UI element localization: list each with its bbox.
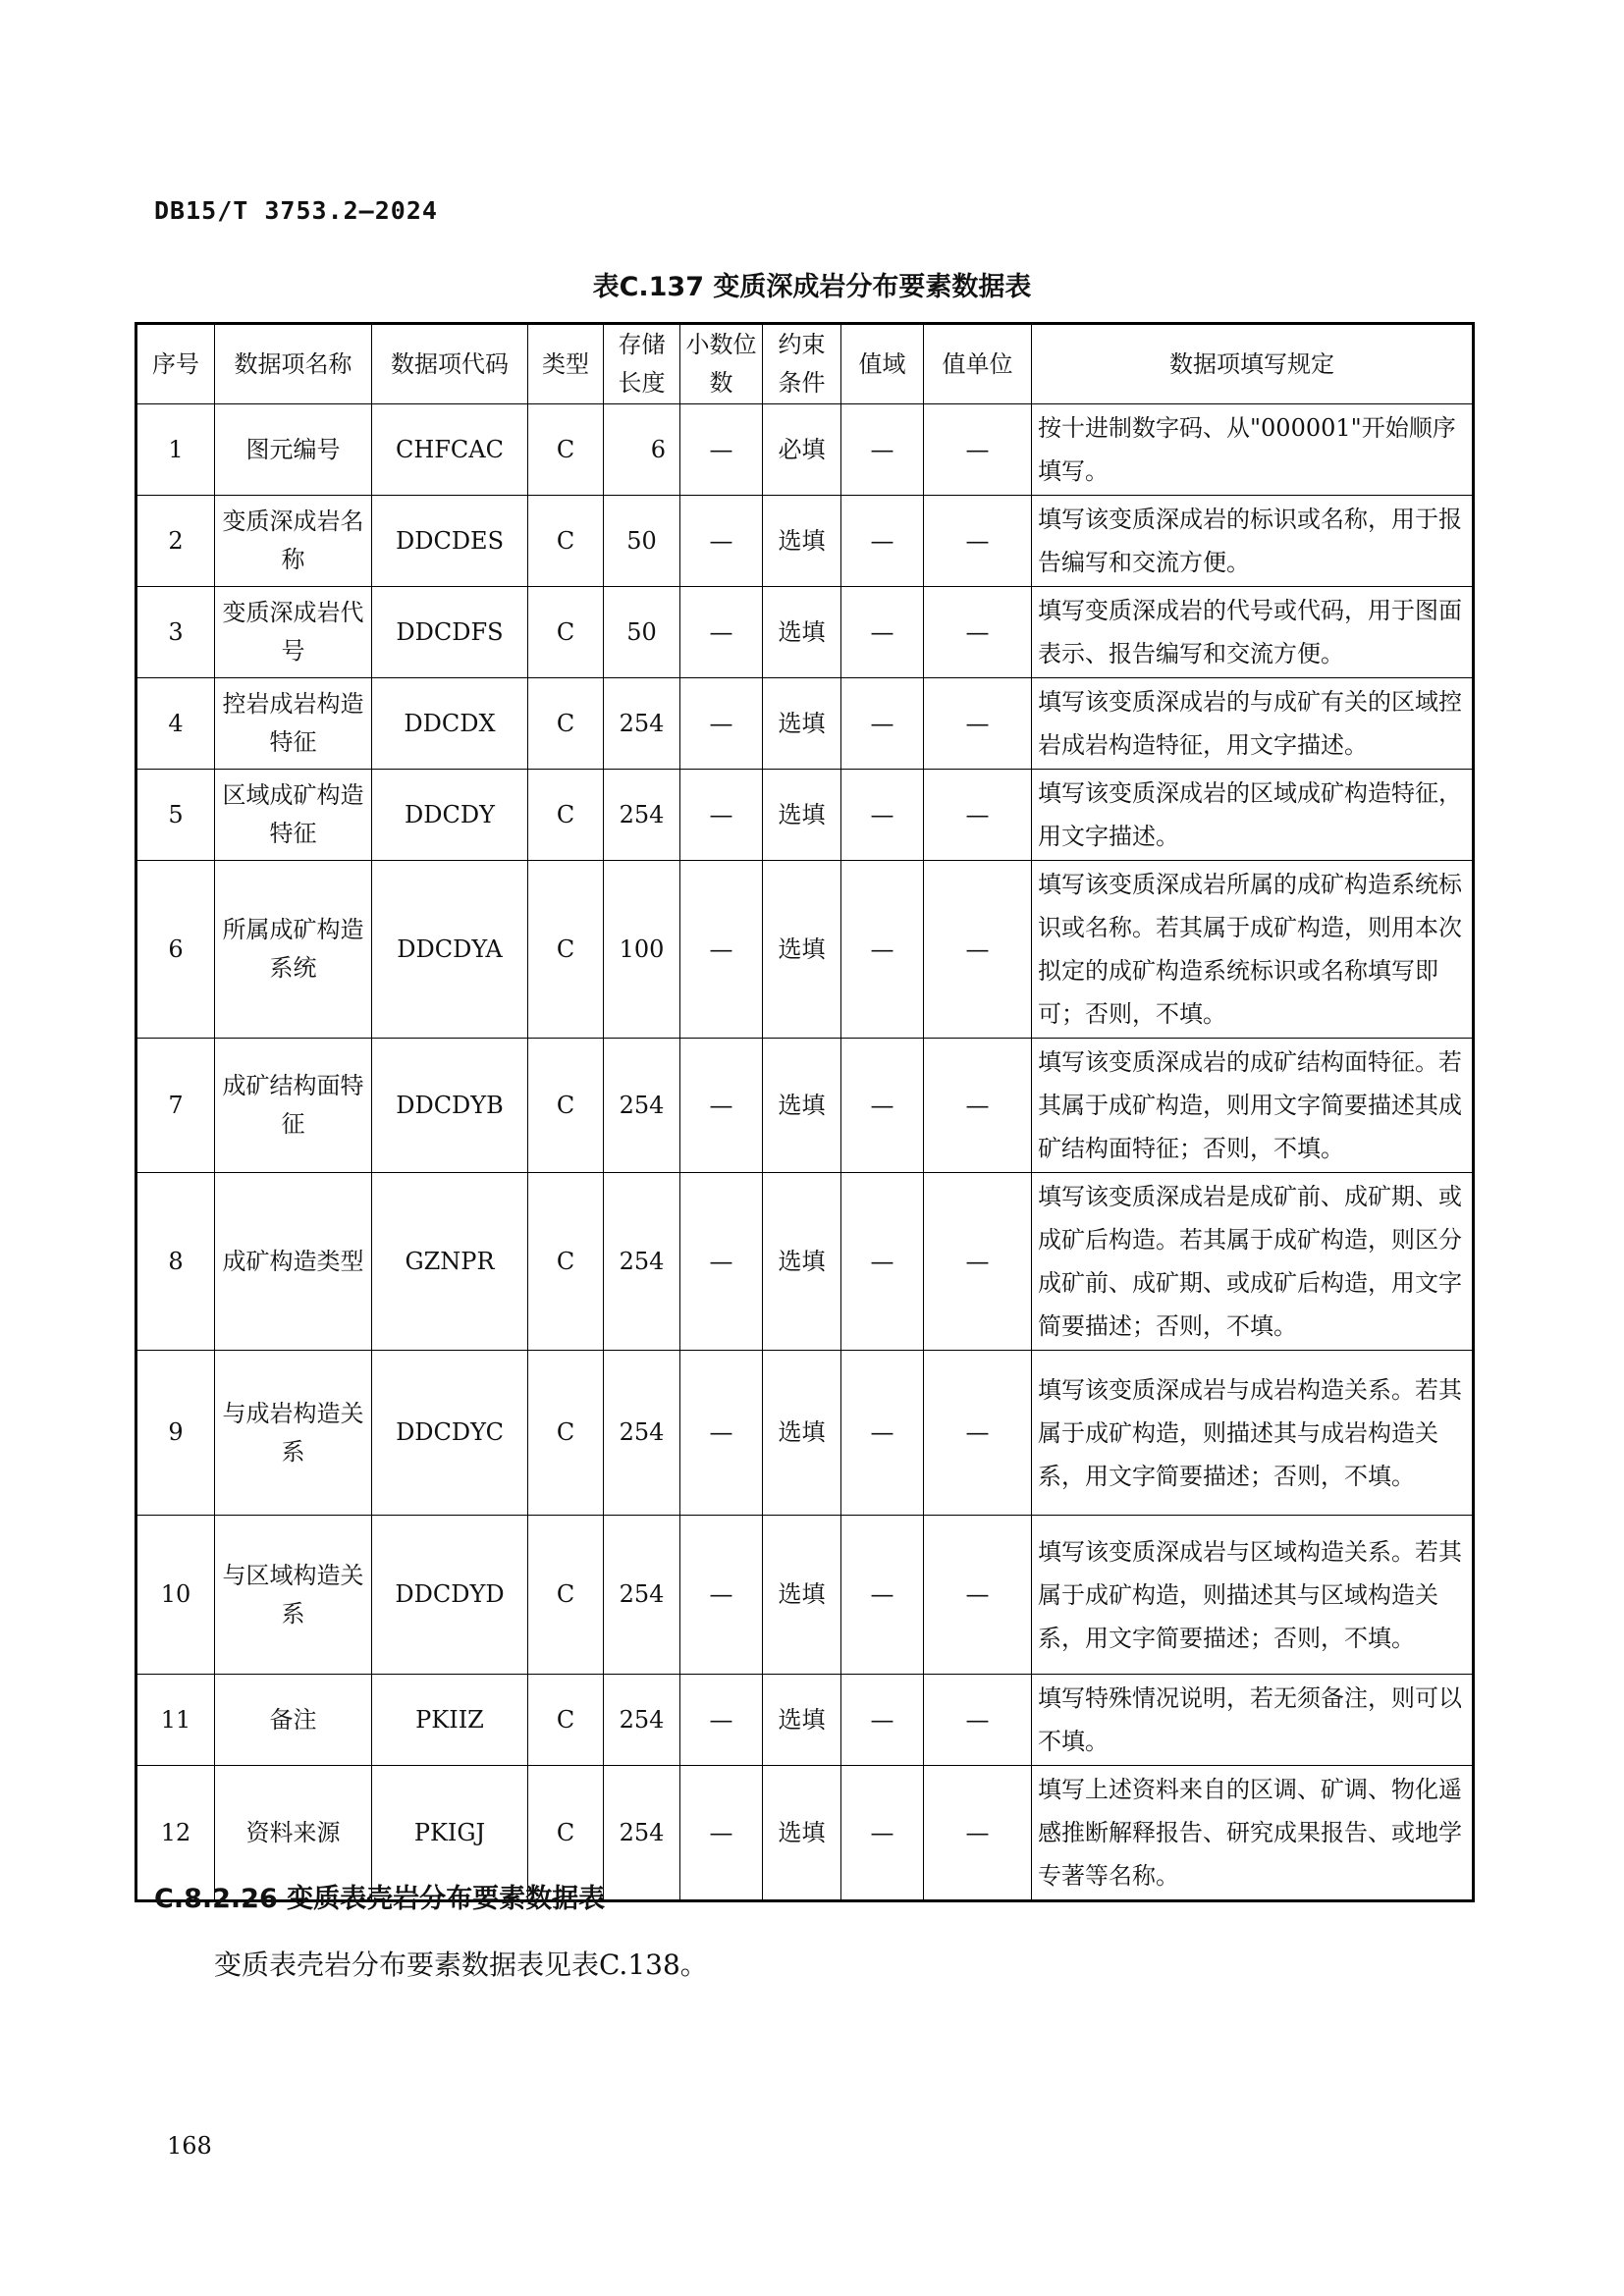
cell-code: DDCDES (372, 496, 528, 587)
cell-name: 所属成矿构造系统 (215, 861, 372, 1039)
cell-domain: — (841, 404, 924, 496)
cell-cons: 选填 (763, 678, 841, 770)
cell-dec: — (680, 1766, 763, 1901)
cell-type: C (528, 861, 604, 1039)
cell-cons: 选填 (763, 770, 841, 861)
cell-rule: 按十进制数字码、从"000001"开始顺序填写。 (1032, 404, 1474, 496)
cell-dec: — (680, 1675, 763, 1766)
cell-unit: — (924, 404, 1032, 496)
col-header: 类型 (528, 324, 604, 404)
cell-cons: 选填 (763, 1766, 841, 1901)
cell-dec: — (680, 1516, 763, 1675)
cell-rule: 填写该变质深成岩所属的成矿构造系统标识或名称。若其属于成矿构造，则用本次拟定的成矿构造系统标识或名称填写即可；否则，不填。 (1032, 861, 1474, 1039)
cell-rule: 填写该变质深成岩与成岩构造关系。若其属于成矿构造，则描述其与成岩构造关系，用文字简要描述；否则，不填。 (1032, 1351, 1474, 1516)
cell-dec: — (680, 770, 763, 861)
col-header: 数据项代码 (372, 324, 528, 404)
cell-code: DDCDYB (372, 1039, 528, 1173)
cell-code: PKIIZ (372, 1675, 528, 1766)
cell-len: 254 (604, 1173, 680, 1351)
cell-dec: — (680, 587, 763, 678)
cell-domain: — (841, 496, 924, 587)
cell-cons: 选填 (763, 1516, 841, 1675)
cell-no: 3 (136, 587, 215, 678)
cell-len: 50 (604, 587, 680, 678)
cell-name: 成矿构造类型 (215, 1173, 372, 1351)
cell-domain: — (841, 1351, 924, 1516)
table-header-row (136, 324, 1474, 404)
cell-rule: 填写该变质深成岩是成矿前、成矿期、或成矿后构造。若其属于成矿构造，则区分成矿前、成矿期、或成矿后构造，用文字简要描述；否则，不填。 (1032, 1173, 1474, 1351)
cell-rule: 填写特殊情况说明，若无须备注，则可以不填。 (1032, 1675, 1474, 1766)
cell-name: 图元编号 (215, 404, 372, 496)
cell-name: 备注 (215, 1675, 372, 1766)
cell-type: C (528, 404, 604, 496)
cell-code: CHFCAC (372, 404, 528, 496)
col-header: 数据项填写规定 (1032, 324, 1474, 404)
table-row (136, 1351, 1474, 1516)
cell-unit: — (924, 770, 1032, 861)
cell-unit: — (924, 1516, 1032, 1675)
cell-code: DDCDY (372, 770, 528, 861)
col-header: 存储长度 (604, 324, 680, 404)
table-row (136, 1173, 1474, 1351)
cell-name: 与区域构造关系 (215, 1516, 372, 1675)
cell-unit: — (924, 1039, 1032, 1173)
cell-cons: 选填 (763, 1675, 841, 1766)
cell-unit: — (924, 678, 1032, 770)
cell-dec: — (680, 678, 763, 770)
cell-len: 254 (604, 1675, 680, 1766)
cell-cons: 选填 (763, 1039, 841, 1173)
cell-no: 2 (136, 496, 215, 587)
cell-rule: 填写该变质深成岩的标识或名称，用于报告编写和交流方便。 (1032, 496, 1474, 587)
col-header: 约束条件 (763, 324, 841, 404)
cell-len: 254 (604, 1766, 680, 1901)
cell-no: 8 (136, 1173, 215, 1351)
cell-unit: — (924, 1173, 1032, 1351)
cell-dec: — (680, 496, 763, 587)
table-row (136, 587, 1474, 678)
cell-type: C (528, 770, 604, 861)
cell-rule: 填写上述资料来自的区调、矿调、物化遥感推断解释报告、研究成果报告、或地学专著等名称。 (1032, 1766, 1474, 1901)
page-number: 168 (167, 2132, 212, 2160)
cell-code: DDCDFS (372, 587, 528, 678)
cell-code: GZNPR (372, 1173, 528, 1351)
cell-type: C (528, 587, 604, 678)
cell-unit: — (924, 587, 1032, 678)
cell-unit: — (924, 861, 1032, 1039)
cell-dec: — (680, 1173, 763, 1351)
cell-type: C (528, 1173, 604, 1351)
cell-cons: 选填 (763, 1173, 841, 1351)
cell-type: C (528, 1516, 604, 1675)
table-row (136, 861, 1474, 1039)
cell-type: C (528, 1351, 604, 1516)
cell-code: DDCDYD (372, 1516, 528, 1675)
cell-cons: 选填 (763, 496, 841, 587)
table-row (136, 404, 1474, 496)
cell-code: DDCDX (372, 678, 528, 770)
cell-dec: — (680, 1351, 763, 1516)
cell-unit: — (924, 1351, 1032, 1516)
col-header: 小数位数 (680, 324, 763, 404)
cell-len: 254 (604, 1516, 680, 1675)
cell-len: 100 (604, 861, 680, 1039)
table-row (136, 496, 1474, 587)
cell-cons: 必填 (763, 404, 841, 496)
cell-no: 11 (136, 1675, 215, 1766)
table-row (136, 1516, 1474, 1675)
cell-name: 成矿结构面特征 (215, 1039, 372, 1173)
cell-unit: — (924, 496, 1032, 587)
cell-type: C (528, 678, 604, 770)
cell-dec: — (680, 404, 763, 496)
cell-name: 控岩成岩构造特征 (215, 678, 372, 770)
col-header: 值单位 (924, 324, 1032, 404)
cell-code: DDCDYC (372, 1351, 528, 1516)
cell-domain: — (841, 1039, 924, 1173)
cell-type: C (528, 1766, 604, 1901)
table-row (136, 1675, 1474, 1766)
cell-name: 资料来源 (215, 1766, 372, 1901)
cell-domain: — (841, 678, 924, 770)
cell-len: 254 (604, 678, 680, 770)
cell-rule: 填写该变质深成岩的成矿结构面特征。若其属于成矿构造，则用文字简要描述其成矿结构面特征；否则，不填。 (1032, 1039, 1474, 1173)
cell-name: 变质深成岩名称 (215, 496, 372, 587)
cell-code: DDCDYA (372, 861, 528, 1039)
table-row (136, 678, 1474, 770)
cell-no: 10 (136, 1516, 215, 1675)
col-header: 值域 (841, 324, 924, 404)
table-caption: 表C.137 变质深成岩分布要素数据表 (592, 272, 1032, 302)
col-header: 序号 (136, 324, 215, 404)
cell-domain: — (841, 587, 924, 678)
cell-cons: 选填 (763, 1351, 841, 1516)
cell-domain: — (841, 1173, 924, 1351)
cell-cons: 选填 (763, 861, 841, 1039)
cell-rule: 填写该变质深成岩的区域成矿构造特征，用文字描述。 (1032, 770, 1474, 861)
cell-no: 7 (136, 1039, 215, 1173)
cell-len: 254 (604, 770, 680, 861)
cell-dec: — (680, 861, 763, 1039)
cell-name: 区域成矿构造特征 (215, 770, 372, 861)
cell-cons: 选填 (763, 587, 841, 678)
document-code: DB15/T 3753.2—2024 (154, 196, 438, 225)
section-heading: C.8.2.26 变质表壳岩分布要素数据表 (154, 1884, 606, 1914)
cell-no: 1 (136, 404, 215, 496)
cell-no: 9 (136, 1351, 215, 1516)
cell-domain: — (841, 770, 924, 861)
cell-no: 5 (136, 770, 215, 861)
cell-len: 50 (604, 496, 680, 587)
cell-name: 变质深成岩代号 (215, 587, 372, 678)
cell-dec: — (680, 1039, 763, 1173)
cell-len: 254 (604, 1039, 680, 1173)
cell-rule: 填写该变质深成岩与区域构造关系。若其属于成矿构造，则描述其与区域构造关系，用文字简要描述；否则，不填。 (1032, 1516, 1474, 1675)
cell-no: 12 (136, 1766, 215, 1901)
cell-no: 6 (136, 861, 215, 1039)
col-header: 数据项名称 (215, 324, 372, 404)
cell-domain: — (841, 1766, 924, 1901)
cell-rule: 填写该变质深成岩的与成矿有关的区域控岩成岩构造特征，用文字描述。 (1032, 678, 1474, 770)
cell-rule: 填写变质深成岩的代号或代码，用于图面表示、报告编写和交流方便。 (1032, 587, 1474, 678)
cell-len: 254 (604, 1351, 680, 1516)
data-table (135, 322, 1475, 1902)
cell-type: C (528, 496, 604, 587)
section-paragraph: 变质表壳岩分布要素数据表见表C.138。 (214, 1949, 708, 1981)
cell-domain: — (841, 1675, 924, 1766)
cell-unit: — (924, 1675, 1032, 1766)
cell-len: 6 (604, 404, 680, 496)
cell-name: 与成岩构造关系 (215, 1351, 372, 1516)
cell-domain: — (841, 1516, 924, 1675)
cell-type: C (528, 1675, 604, 1766)
cell-no: 4 (136, 678, 215, 770)
table-row (136, 1039, 1474, 1173)
cell-code: PKIGJ (372, 1766, 528, 1901)
cell-type: C (528, 1039, 604, 1173)
cell-domain: — (841, 861, 924, 1039)
cell-unit: — (924, 1766, 1032, 1901)
table-row (136, 770, 1474, 861)
